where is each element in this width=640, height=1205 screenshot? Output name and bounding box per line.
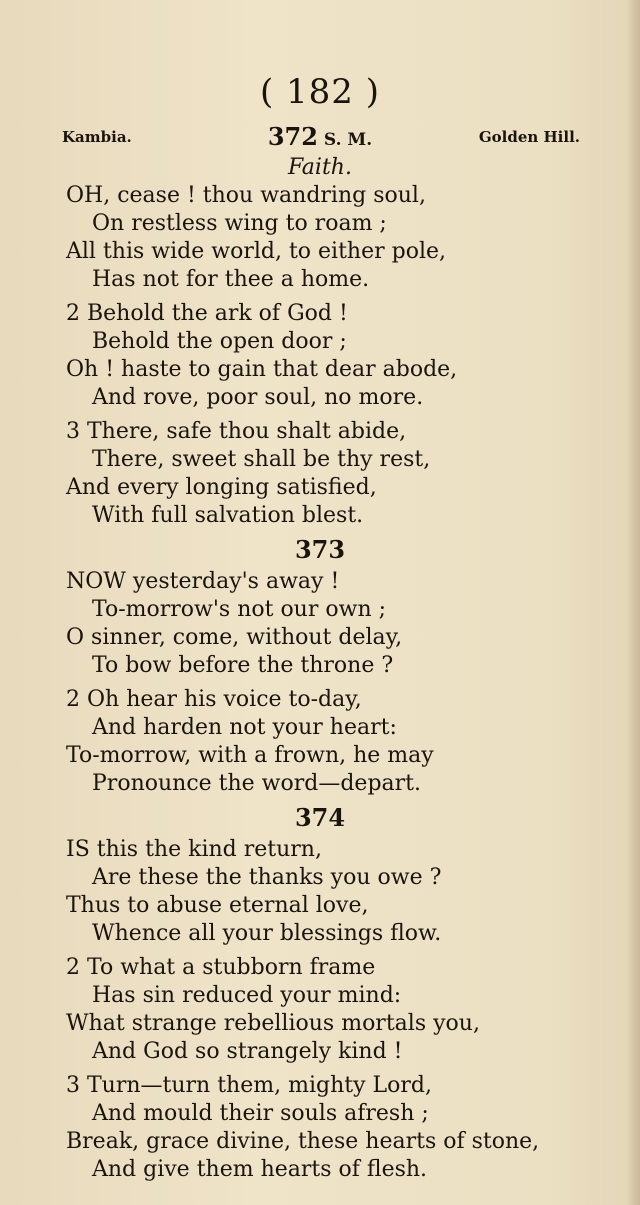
hymn-meter: S. M. <box>323 130 373 150</box>
hymn-subject: Faith. <box>288 155 352 180</box>
tune-name-right: Golden Hill. <box>478 128 580 146</box>
verse-line: IS this the kind return, <box>66 837 322 862</box>
verse-line: There, sweet shall be thy rest, <box>92 447 431 472</box>
hymn-number: 372 <box>267 122 318 151</box>
verse-line: 3 There, safe thou shalt abide, <box>66 419 407 444</box>
hymn-number: 373 <box>294 535 346 564</box>
verse-line: 2 To what a stubborn frame <box>66 955 376 980</box>
verse-line: Has sin reduced your mind: <box>92 983 402 1008</box>
verse-line: And every longing satisfied, <box>66 475 377 500</box>
verse-line: Are these the thanks you owe ? <box>92 865 442 890</box>
verse-line: 2 Behold the ark of God ! <box>66 301 348 326</box>
hymn-number: 374 <box>294 803 346 832</box>
verse-line: All this wide world, to either pole, <box>66 239 446 264</box>
verse-line: What strange rebellious mortals you, <box>66 1011 480 1036</box>
verse-line: And rove, poor soul, no more. <box>92 385 424 410</box>
verse-line: Pronounce the word—depart. <box>92 771 422 796</box>
page-spine-shadow <box>626 0 640 1205</box>
verse-line: With full salvation blest. <box>92 503 364 528</box>
verse-line: And give them hearts of flesh. <box>92 1157 428 1182</box>
verse-line: On restless wing to roam ; <box>92 211 387 236</box>
tune-name-left: Kambia. <box>62 128 132 146</box>
page-number: ( 182 ) <box>259 72 381 112</box>
verse-line: And harden not your heart: <box>92 715 397 740</box>
verse-line: O sinner, come, without delay, <box>66 625 403 650</box>
verse-line: Thus to abuse eternal love, <box>66 893 369 918</box>
verse-line: Has not for thee a home. <box>92 267 370 292</box>
verse-line: Behold the open door ; <box>92 329 347 354</box>
verse-line: 2 Oh hear his voice to-day, <box>66 687 362 712</box>
verse-line: Break, grace divine, these hearts of stone, <box>66 1129 540 1154</box>
verse-line: Oh ! haste to gain that dear abode, <box>66 357 458 382</box>
verse-line: To-morrow's not our own ; <box>92 597 387 622</box>
verse-line: And mould their souls afresh ; <box>92 1101 429 1126</box>
verse-line: And God so strangely kind ! <box>92 1039 403 1064</box>
verse-line: OH, cease ! thou wandring soul, <box>66 183 426 208</box>
verse-line: Whence all your blessings flow. <box>92 921 442 946</box>
verse-line: 3 Turn—turn them, mighty Lord, <box>66 1073 432 1098</box>
verse-line: To bow before the throne ? <box>92 653 394 678</box>
verse-line: NOW yesterday's away ! <box>66 569 340 594</box>
verse-line: To-morrow, with a frown, he may <box>66 743 434 768</box>
